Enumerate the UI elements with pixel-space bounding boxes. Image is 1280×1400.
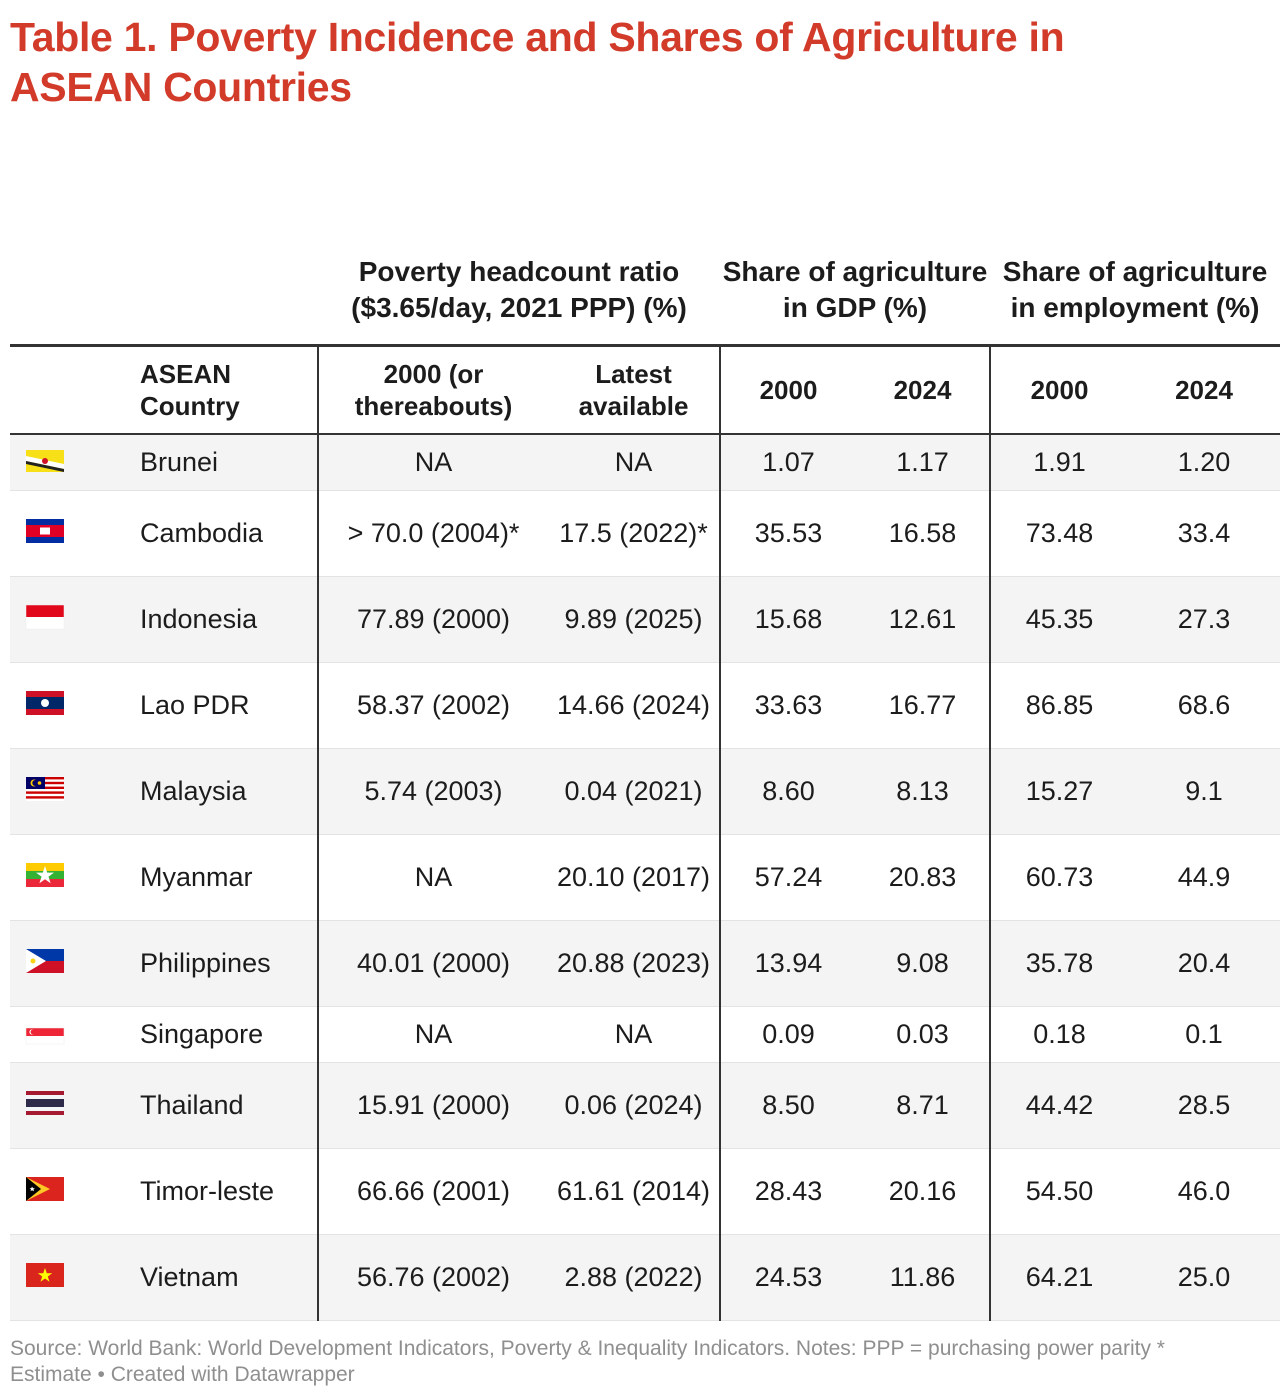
flag-cell (10, 920, 140, 1006)
poverty-latest-cell: 20.88 (2023) (548, 920, 720, 1006)
country-cell: Myanmar (140, 834, 318, 920)
flag-cell (10, 490, 140, 576)
table-row (10, 748, 1280, 834)
table-title: Table 1. Poverty Incidence and Shares of Agriculture in ASEAN Countries (10, 14, 1065, 110)
emp-2000-cell: 54.50 (990, 1148, 1128, 1234)
table-row (10, 1006, 1280, 1062)
emp-2000-cell: 86.85 (990, 662, 1128, 748)
poverty-2000-cell: 58.37 (2002) (318, 662, 548, 748)
emp-2000-cell: 64.21 (990, 1234, 1128, 1320)
gdp-2000-cell: 8.50 (720, 1062, 856, 1148)
poverty-2000-cell: NA (318, 434, 548, 490)
emp-2024-cell: 46.0 (1128, 1148, 1280, 1234)
poverty-latest-cell: 0.04 (2021) (548, 748, 720, 834)
table-row (10, 1062, 1280, 1148)
country-cell: Timor-leste (140, 1148, 318, 1234)
table-row (10, 1234, 1280, 1320)
country-cell: Philippines (140, 920, 318, 1006)
emp-2000-cell: 15.27 (990, 748, 1128, 834)
group-header-employment: Share of agriculture in employment (%) (1002, 256, 1268, 323)
column-header-gdp-2000[interactable]: 2000 (720, 346, 856, 435)
gdp-2024-cell: 16.58 (856, 490, 990, 576)
poverty-2000-cell: 15.91 (2000) (318, 1062, 548, 1148)
column-header-emp-2024[interactable]: 2024 (1128, 346, 1280, 435)
flag-cell (10, 1006, 140, 1062)
emp-2024-cell: 9.1 (1128, 748, 1280, 834)
group-header-row (10, 160, 1280, 346)
table-row (10, 434, 1280, 490)
column-header-emp-2000[interactable]: 2000 (990, 346, 1128, 435)
poverty-latest-cell: NA (548, 434, 720, 490)
emp-2000-cell: 60.73 (990, 834, 1128, 920)
flag-cell (10, 834, 140, 920)
emp-2024-cell: 20.4 (1128, 920, 1280, 1006)
poverty-latest-cell: 14.66 (2024) (548, 662, 720, 748)
gdp-2024-cell: 20.16 (856, 1148, 990, 1234)
gdp-2000-cell: 33.63 (720, 662, 856, 748)
emp-2000-cell: 35.78 (990, 920, 1128, 1006)
flag-cell (10, 576, 140, 662)
country-cell: Lao PDR (140, 662, 318, 748)
source-note: Source: World Bank: World Development Indicators, Poverty & Inequality Indicators. Notes: PPP = purchasing power parity * Estimate • Created with Datawrapper (10, 1337, 1165, 1386)
table-row (10, 490, 1280, 576)
column-header-gdp-2024[interactable]: 2024 (856, 346, 990, 435)
emp-2024-cell: 1.20 (1128, 434, 1280, 490)
emp-2000-cell: 45.35 (990, 576, 1128, 662)
poverty-2000-cell: NA (318, 1006, 548, 1062)
group-header-empty (10, 160, 318, 346)
gdp-2024-cell: 11.86 (856, 1234, 990, 1320)
country-cell: Cambodia (140, 490, 318, 576)
poverty-latest-cell: NA (548, 1006, 720, 1062)
poverty-2000-cell: 56.76 (2002) (318, 1234, 548, 1320)
gdp-2024-cell: 8.71 (856, 1062, 990, 1148)
column-header-row (10, 346, 1280, 435)
gdp-2000-cell: 28.43 (720, 1148, 856, 1234)
gdp-2000-cell: 13.94 (720, 920, 856, 1006)
flag-cell (10, 1234, 140, 1320)
table-row (10, 576, 1280, 662)
flag-cell (10, 748, 140, 834)
flag-cell (10, 662, 140, 748)
table-row (10, 920, 1280, 1006)
poverty-latest-cell: 9.89 (2025) (548, 576, 720, 662)
cambodia-flag (26, 518, 64, 550)
gdp-2000-cell: 57.24 (720, 834, 856, 920)
column-header-flag (10, 346, 140, 435)
laos-flag (26, 690, 64, 722)
table-body (10, 434, 1280, 1320)
country-cell: Vietnam (140, 1234, 318, 1320)
malaysia-flag (26, 776, 64, 808)
myanmar-flag (26, 862, 64, 894)
emp-2024-cell: 25.0 (1128, 1234, 1280, 1320)
poverty-latest-cell: 17.5 (2022)* (548, 490, 720, 576)
indonesia-flag (26, 604, 64, 636)
poverty-2000-cell: > 70.0 (2004)* (318, 490, 548, 576)
gdp-2000-cell: 8.60 (720, 748, 856, 834)
poverty-2000-cell: 5.74 (2003) (318, 748, 548, 834)
emp-2024-cell: 0.1 (1128, 1006, 1280, 1062)
thailand-flag (26, 1090, 64, 1122)
timor-leste-flag (26, 1176, 64, 1208)
poverty-latest-cell: 2.88 (2022) (548, 1234, 720, 1320)
country-cell: Malaysia (140, 748, 318, 834)
emp-2000-cell: 73.48 (990, 490, 1128, 576)
gdp-2024-cell: 9.08 (856, 920, 990, 1006)
flag-cell (10, 1062, 140, 1148)
column-header-poverty-latest[interactable]: Latest available (548, 346, 720, 435)
flag-cell (10, 434, 140, 490)
group-header-poverty: Poverty headcount ratio ($3.65/day, 2021 PPP) (%) (351, 256, 687, 323)
group-header-gdp: Share of agriculture in GDP (%) (722, 256, 988, 323)
vietnam-flag (26, 1262, 64, 1294)
emp-2024-cell: 68.6 (1128, 662, 1280, 748)
column-header-country[interactable]: ASEAN Country (140, 346, 318, 435)
gdp-2024-cell: 20.83 (856, 834, 990, 920)
gdp-2000-cell: 15.68 (720, 576, 856, 662)
gdp-2024-cell: 8.13 (856, 748, 990, 834)
emp-2000-cell: 1.91 (990, 434, 1128, 490)
gdp-2024-cell: 1.17 (856, 434, 990, 490)
emp-2024-cell: 27.3 (1128, 576, 1280, 662)
poverty-2000-cell: 77.89 (2000) (318, 576, 548, 662)
country-cell: Singapore (140, 1006, 318, 1062)
emp-2024-cell: 33.4 (1128, 490, 1280, 576)
gdp-2024-cell: 0.03 (856, 1006, 990, 1062)
data-table-container (10, 160, 1268, 1321)
gdp-2024-cell: 16.77 (856, 662, 990, 748)
gdp-2024-cell: 12.61 (856, 576, 990, 662)
country-cell: Thailand (140, 1062, 318, 1148)
poverty-2000-cell: 40.01 (2000) (318, 920, 548, 1006)
poverty-latest-cell: 0.06 (2024) (548, 1062, 720, 1148)
data-table (10, 160, 1280, 1321)
table-row (10, 834, 1280, 920)
emp-2024-cell: 28.5 (1128, 1062, 1280, 1148)
gdp-2000-cell: 24.53 (720, 1234, 856, 1320)
philippines-flag (26, 948, 64, 980)
poverty-latest-cell: 61.61 (2014) (548, 1148, 720, 1234)
country-cell: Indonesia (140, 576, 318, 662)
country-cell: Brunei (140, 434, 318, 490)
brunei-flag (26, 447, 64, 479)
emp-2000-cell: 0.18 (990, 1006, 1128, 1062)
gdp-2000-cell: 0.09 (720, 1006, 856, 1062)
column-header-poverty-2000[interactable]: 2000 (or thereabouts) (318, 346, 548, 435)
emp-2000-cell: 44.42 (990, 1062, 1128, 1148)
poverty-2000-cell: 66.66 (2001) (318, 1148, 548, 1234)
gdp-2000-cell: 35.53 (720, 490, 856, 576)
poverty-2000-cell: NA (318, 834, 548, 920)
table-row (10, 1148, 1280, 1234)
singapore-flag (26, 1019, 64, 1051)
gdp-2000-cell: 1.07 (720, 434, 856, 490)
flag-cell (10, 1148, 140, 1234)
table-row (10, 662, 1280, 748)
poverty-latest-cell: 20.10 (2017) (548, 834, 720, 920)
emp-2024-cell: 44.9 (1128, 834, 1280, 920)
